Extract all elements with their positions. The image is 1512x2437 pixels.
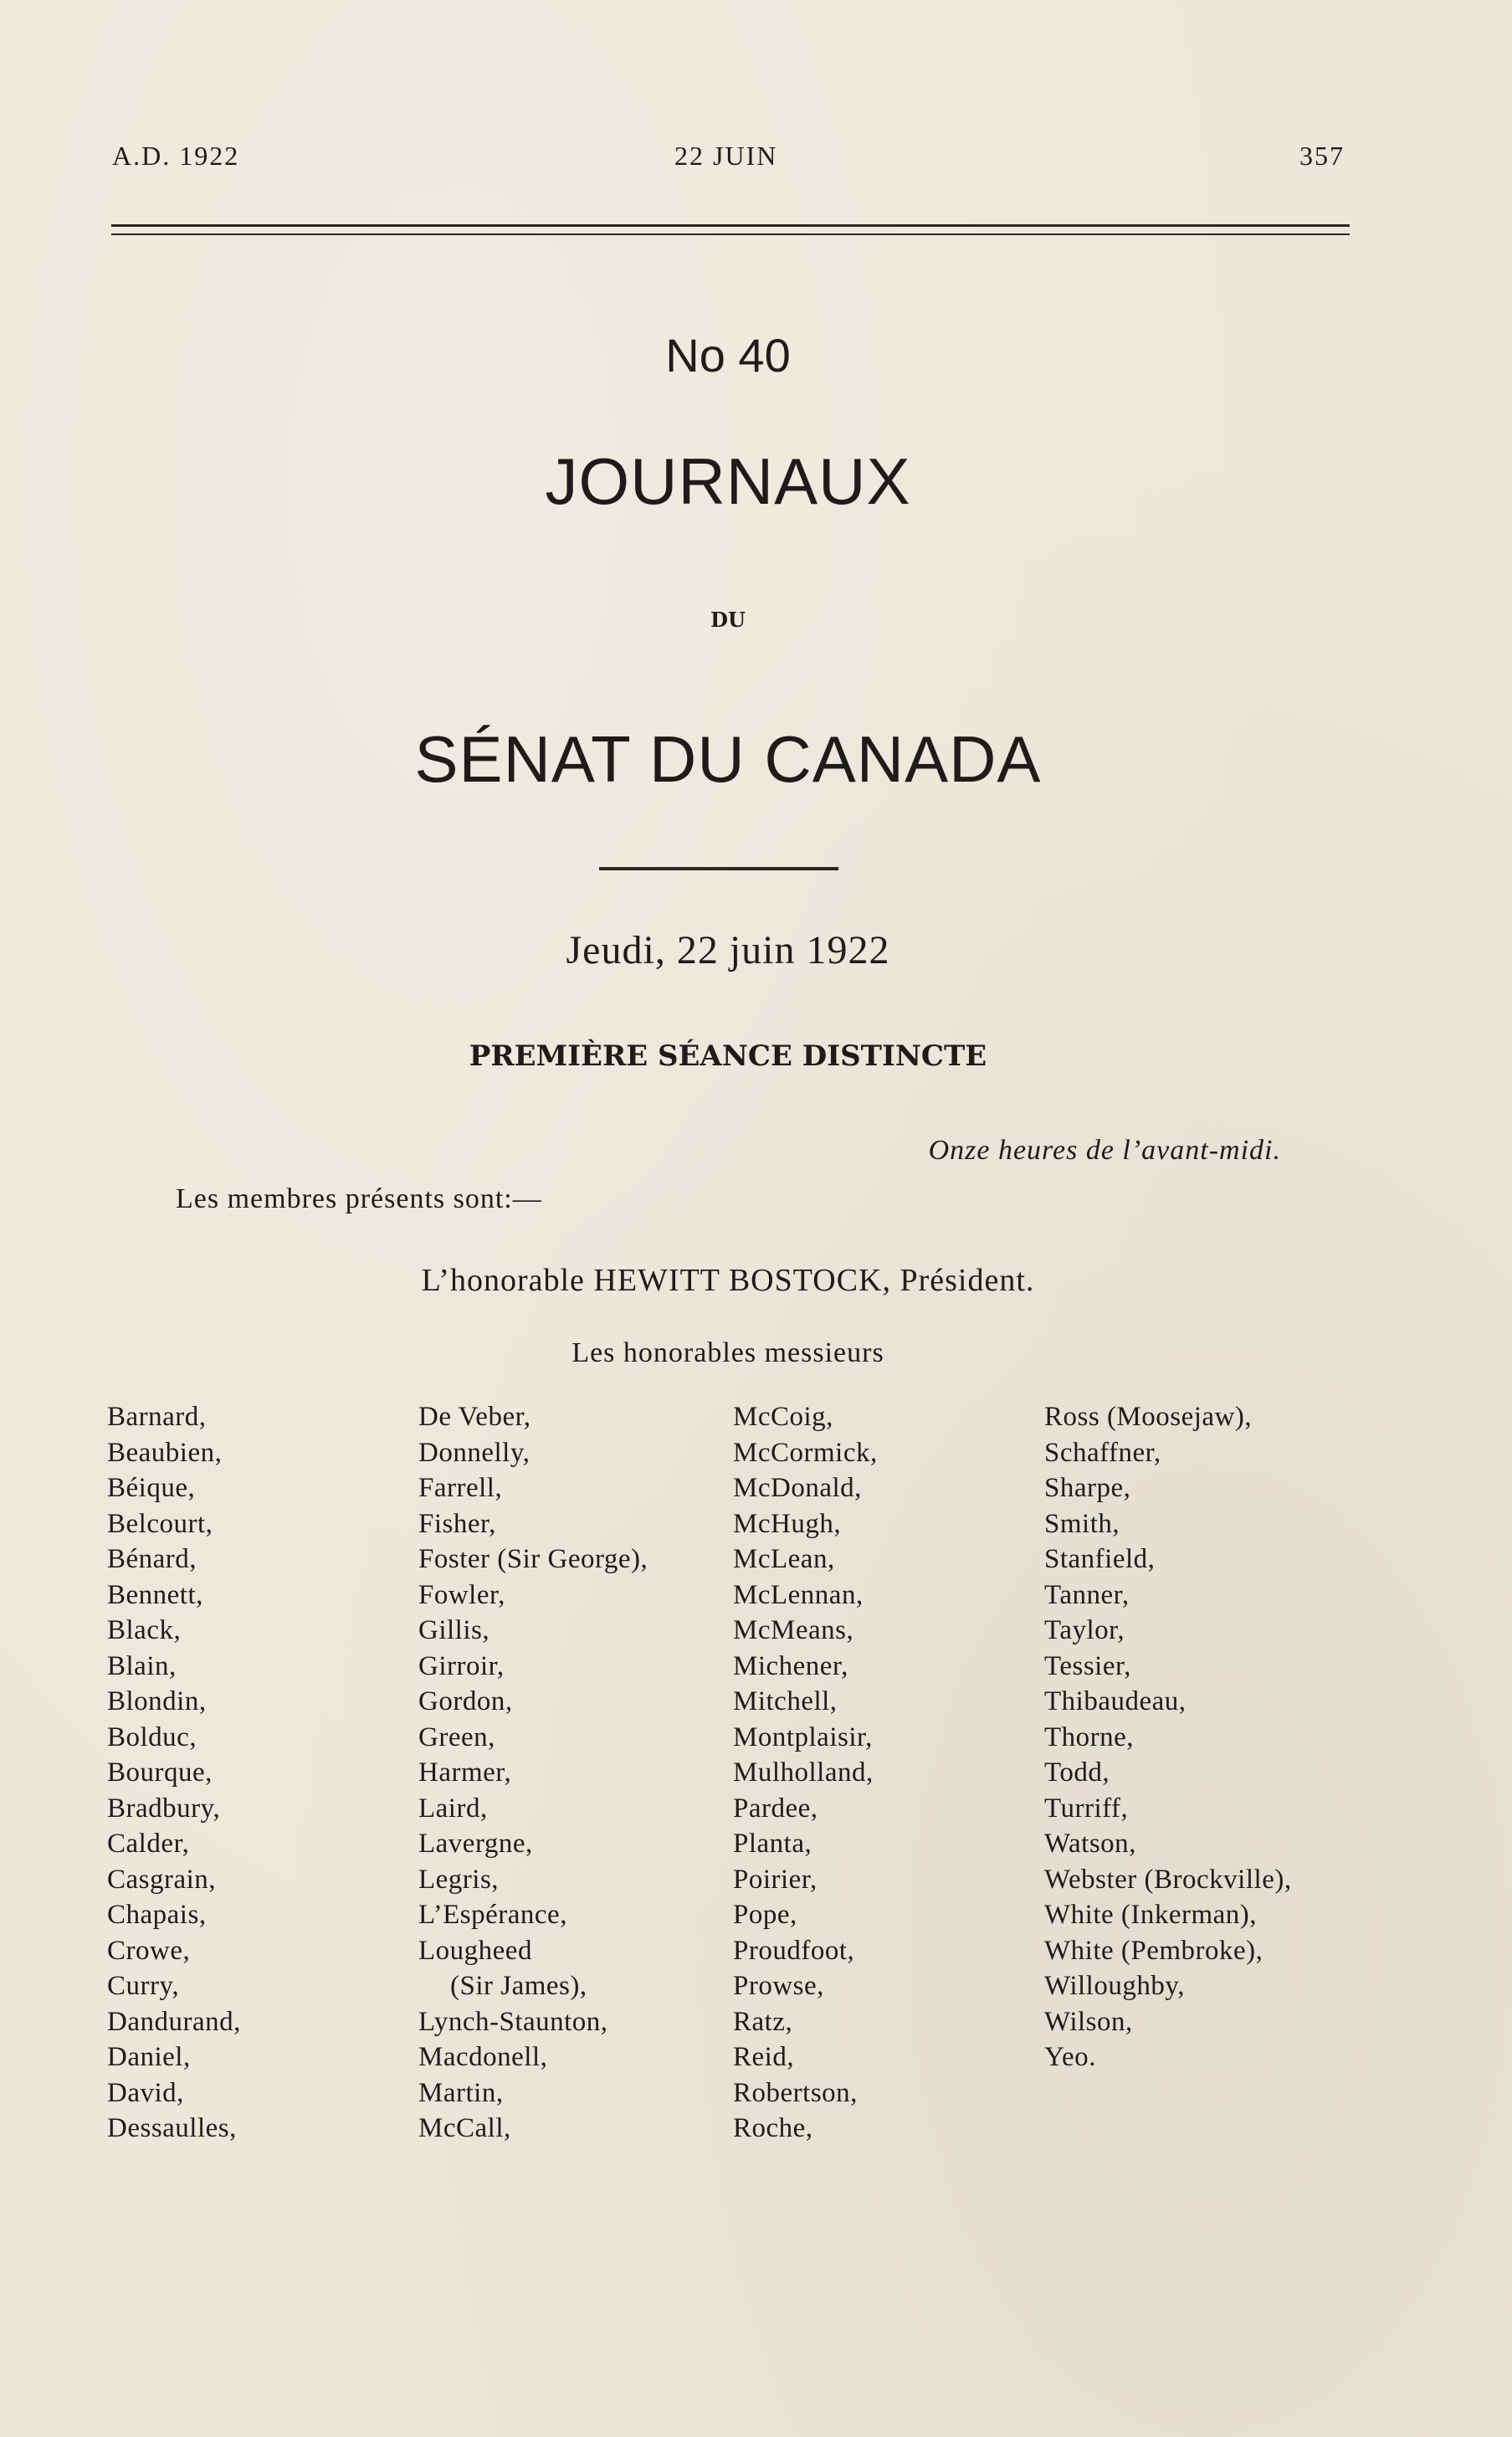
- senator-name: Poirier,: [733, 1864, 818, 1895]
- senator-name: Blondin,: [107, 1686, 207, 1716]
- senate-title: SÉNAT DU CANADA: [414, 722, 1042, 796]
- senator-name: Green,: [418, 1721, 495, 1752]
- sitting-time: Onze heures de l’avant-midi.: [928, 1135, 1281, 1166]
- title-divider: [599, 867, 838, 870]
- senator-name: Taylor,: [1044, 1615, 1125, 1645]
- senator-name: Black,: [107, 1615, 182, 1645]
- senator-name: Fisher,: [418, 1508, 496, 1539]
- senator-name: Macdonell,: [418, 2042, 548, 2072]
- senator-name: Laird,: [418, 1793, 488, 1824]
- senator-name: Beaubien,: [107, 1437, 223, 1468]
- senator-name: Turriff,: [1044, 1793, 1129, 1824]
- senator-name: Casgrain,: [107, 1864, 217, 1895]
- senator-name: McLean,: [733, 1544, 835, 1574]
- speaker-line: L’honorable HEWITT BOSTOCK, Président.: [421, 1263, 1035, 1298]
- senator-name: Thorne,: [1044, 1721, 1135, 1752]
- senator-name: Pope,: [733, 1900, 797, 1930]
- senator-name: (Sir James),: [450, 1971, 587, 2001]
- senator-name: McDonald,: [733, 1473, 862, 1503]
- senator-name: Planta,: [733, 1829, 812, 1859]
- senator-name: McCoig,: [733, 1402, 833, 1432]
- senator-name: Lougheed: [418, 1935, 532, 1966]
- senator-name: Sharpe,: [1044, 1473, 1131, 1503]
- senators-heading: Les honorables messieurs: [571, 1337, 884, 1368]
- senator-name: Bolduc,: [107, 1721, 197, 1752]
- senator-name: L’Espérance,: [418, 1900, 567, 1930]
- senator-name: Michener,: [733, 1650, 848, 1681]
- senator-name: Chapais,: [107, 1900, 207, 1930]
- journal-title: JOURNAUX: [545, 444, 911, 518]
- senator-name: McMeans,: [733, 1615, 854, 1645]
- senator-name: Pardee,: [733, 1793, 818, 1824]
- senator-name: Gordon,: [418, 1686, 513, 1716]
- senator-name: Calder,: [107, 1829, 190, 1859]
- senator-name: Farrell,: [418, 1473, 503, 1503]
- senator-name: Curry,: [107, 1971, 180, 2001]
- senator-name: Ratz,: [733, 2006, 793, 2037]
- senator-name: Webster (Brockville),: [1044, 1864, 1292, 1895]
- senator-name: Smith,: [1044, 1508, 1120, 1539]
- running-head-date: 22 JUIN: [674, 141, 778, 171]
- senator-name: Mitchell,: [733, 1686, 838, 1716]
- senator-column-3: [733, 1399, 878, 2147]
- senator-name: Dessaulles,: [107, 2113, 237, 2143]
- senator-column-2: [418, 1399, 648, 2147]
- senator-name: Béique,: [107, 1473, 196, 1503]
- sitting-label: PREMIÈRE SÉANCE DISTINCTE: [469, 1039, 987, 1073]
- senator-name: Reid,: [733, 2042, 795, 2072]
- senator-name: Harmer,: [418, 1757, 512, 1788]
- senator-name: Bourque,: [107, 1757, 213, 1788]
- senator-name: Lavergne,: [418, 1829, 533, 1859]
- senator-name: McHugh,: [733, 1508, 842, 1539]
- senator-name: Bénard,: [107, 1544, 197, 1574]
- senator-name: Watson,: [1044, 1829, 1136, 1859]
- running-head-year: A.D. 1922: [112, 141, 240, 171]
- members-intro: Les membres présents sont:—: [176, 1183, 542, 1214]
- senator-name: Prowse,: [733, 1971, 824, 2001]
- header-double-rule: [111, 224, 1350, 235]
- senator-name: Schaffner,: [1044, 1437, 1161, 1468]
- senator-name: Fowler,: [418, 1579, 505, 1610]
- senator-name: White (Pembroke),: [1044, 1935, 1263, 1966]
- title-connector: DU: [710, 608, 746, 632]
- senator-name: McCall,: [418, 2113, 511, 2143]
- senator-name: De Veber,: [418, 1402, 531, 1432]
- senator-column-1: [107, 1399, 241, 2147]
- senator-name: Willoughby,: [1044, 1971, 1185, 2001]
- senator-name: Foster (Sir George),: [418, 1544, 648, 1574]
- senator-name: Gillis,: [418, 1615, 490, 1645]
- session-date: Jeudi, 22 juin 1922: [566, 928, 890, 972]
- senator-name: Mulholland,: [733, 1757, 874, 1788]
- senator-name: Roche,: [733, 2113, 813, 2143]
- senator-name: Belcourt,: [107, 1508, 213, 1539]
- senator-name: McCormick,: [733, 1437, 878, 1468]
- senator-name: Lynch-Staunton,: [418, 2006, 608, 2037]
- senator-name: Girroir,: [418, 1650, 505, 1681]
- senator-name: Ross (Moosejaw),: [1044, 1402, 1253, 1432]
- senator-name: Wilson,: [1044, 2006, 1133, 2037]
- page-number: 357: [1299, 141, 1345, 171]
- senator-name: Dandurand,: [107, 2006, 241, 2037]
- senator-name: Crowe,: [107, 1935, 191, 1966]
- senator-name: Tessier,: [1044, 1650, 1131, 1681]
- senator-name: Todd,: [1044, 1757, 1110, 1788]
- senator-name: Daniel,: [107, 2042, 191, 2072]
- senator-name: Bradbury,: [107, 1793, 221, 1824]
- senator-name: Montplaisir,: [733, 1721, 873, 1752]
- issue-number: No 40: [665, 329, 791, 382]
- senator-name: Tanner,: [1044, 1579, 1130, 1610]
- senator-name: Robertson,: [733, 2077, 858, 2108]
- senator-name: Donnelly,: [418, 1437, 530, 1468]
- senator-name: Martin,: [418, 2077, 504, 2108]
- senator-name: Barnard,: [107, 1402, 207, 1432]
- senator-name: McLennan,: [733, 1579, 864, 1610]
- senator-name: Stanfield,: [1044, 1544, 1156, 1574]
- senator-name: Thibaudeau,: [1044, 1686, 1187, 1716]
- senator-name: Legris,: [418, 1864, 500, 1895]
- senator-name: David,: [107, 2077, 184, 2108]
- senator-column-4: [1044, 1399, 1292, 2075]
- senator-name: Proudfoot,: [733, 1935, 855, 1966]
- senator-name: Bennett,: [107, 1579, 203, 1610]
- senator-name: Blain,: [107, 1650, 177, 1681]
- senator-name: Yeo.: [1044, 2042, 1096, 2072]
- senator-name: White (Inkerman),: [1044, 1900, 1258, 1930]
